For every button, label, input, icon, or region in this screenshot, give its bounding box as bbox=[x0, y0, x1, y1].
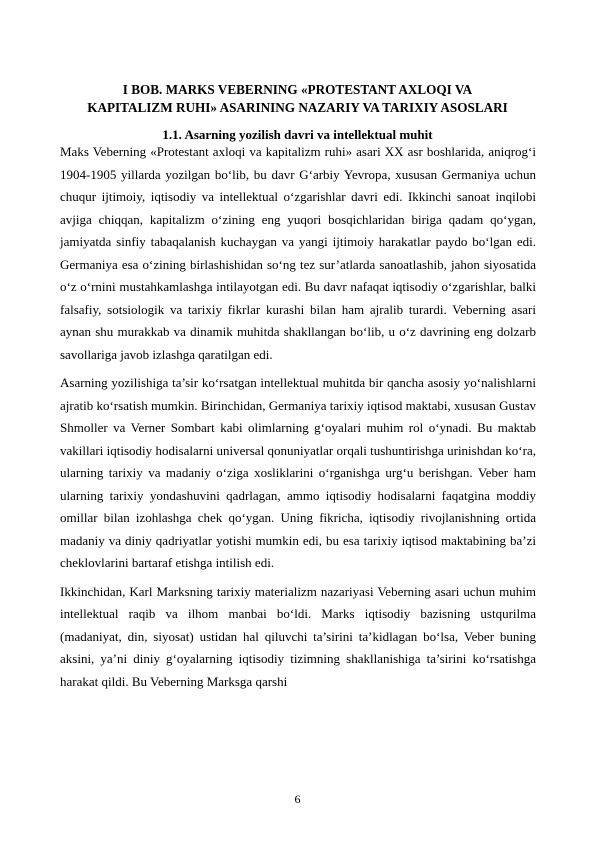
chapter-heading-line-1: I BOB. MARKS VEBERNING «PROTESTANT AXLOQI VA bbox=[122, 82, 473, 97]
paragraph-1: Maks Veberning «Protestant axloqi va kapitalizm ruhi» asari XX asr boshlarida, aniqrog‘i 1904-1905 yillarda yozilgan bo‘lib, bu davr G‘arbiy Yevropa, xususan Germaniya uchun chuqur ijtimoiy, iqtisodiy va intellektual o‘zgarishlar davri edi. Ikkinchi sanoat inqilobi avjiga chiqqan, kapitalizm o‘zining eng yuqori bosqichlaridan biriga qadam qo‘ygan, jamiyatda sinfiy tabaqalanish kuchaygan va yangi ijtimoiy harakatlar paydo bo‘lgan edi. Germaniya esa o‘zining birlashishidan so‘ng tez sur’atlarda sanoatlashib, jahon siyosatida o‘z o‘rnini mustahkamlashga intilayotgan edi. Bu davr nafaqat iqtisodiy o‘zgarishlar, balki falsafiy, sotsiologik va tarixiy fikrlar kurashi bilan ham ajralib turardi. Veberning asari aynan shu murakkab va dinamik muhitda shakllangan bo‘lib, u o‘z davrining eng dolzarb savollariga javob izlashga qaratilgan edi. bbox=[60, 144, 536, 362]
paragraph-2: Asarning yozilishiga ta’sir ko‘rsatgan intellektual muhitda bir qancha asosiy yo‘nalishlarni ajratib ko‘rsatish mumkin. Birinchidan, Germaniya tarixiy iqtisod maktabi, xususan Gustav Shmoller va Verner Sombart kabi olimlarning g‘oyalari muhim rol o‘ynadi. Bu maktab vakillari iqtisodiy hodisalarni universal qonuniyatlar orqali tushuntirishga urinishdan ko‘ra, ularning tarixiy va madaniy o‘ziga xosliklarini o‘rganishga urg‘u berishgan. Veber ham ularning tarixiy yondashuvini qadrlagan, ammo iqtisodiy hodisalarni faqatgina moddiy omillar bilan izohlashga chek qo‘ygan. Uning fikricha, iqtisodiy rivojlanishning ortida madaniy va diniy qadriyatlar yotishi mumkin edi, bu esa tarixiy iqtisod maktabining ba’zi cheklovlarini bartaraf etishga intilish edi. bbox=[60, 375, 536, 570]
paragraph-3: Ikkinchidan, Karl Marksning tarixiy materializm nazariyasi Veberning asari uchun muhim intellektual raqib va ilhom manbai bo‘ldi. Marks iqtisodiy bazisning ustqurilma (madaniyat, din, siyosat) ustidan hal qiluvchi ta’sirini ta’kidlagan bo‘lsa, Veber buning aksini, ya’ni diniy g‘oyalarning iqtisodiy tizimning shakllanishiga ta’sirini ko‘rsatishga harakat qildi. Bu Veberning Marksga qarshi bbox=[60, 583, 536, 689]
chapter-heading-line-2: KAPITALIZM RUHI» ASARINING NAZARIY VA TARIXIY ASOSLARI bbox=[87, 100, 508, 115]
section-heading: 1.1. Asarning yozilish davri va intellektual muhit bbox=[162, 127, 433, 142]
chapter-heading bbox=[60, 81, 535, 117]
page-number: 6 bbox=[294, 792, 301, 806]
body-text bbox=[60, 141, 536, 693]
